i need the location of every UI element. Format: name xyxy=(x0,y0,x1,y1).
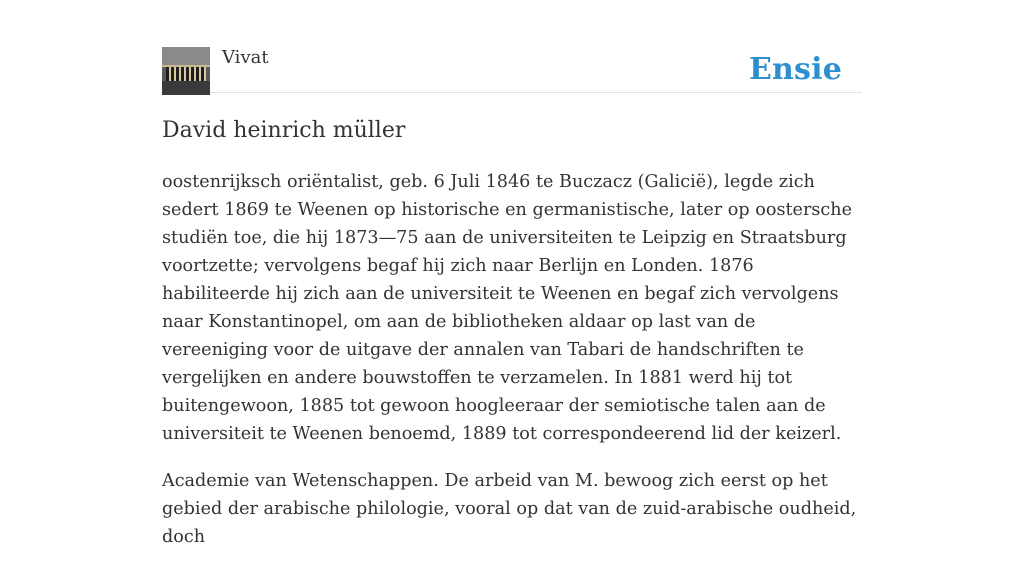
article-paragraph: Academie van Wetenschappen. De arbeid van M. bewoog zich eerst op het gebied der arabische philologie, vooral op dat van de zuid-arabische oudheid, doch xyxy=(162,471,857,547)
author-avatar[interactable] xyxy=(162,47,210,95)
site-logo[interactable]: Ensie xyxy=(748,52,842,87)
page-header xyxy=(162,0,862,93)
article-body xyxy=(162,168,862,570)
article-paragraph: oostenrijksch oriëntalist, geb. 6 Juli 1846 te Buczacz (Galicië), legde zich sedert 1869 te Weenen op historische en germanistische, later op oostersche studiën toe, die hij 1873—75 aan de universiteiten te Leipzig en Straatsburg voortzette; vervolgens begaf hij zich naar Berlijn en Londen. 1876 habiliteerde hij zich aan de universiteit te Weenen en begaf zich vervolgens naar Konstantinopel, om aan de bibliotheken aldaar op last van de vereeniging voor de uitgave der annalen van Tabari de handschriften te vergelijken en andere bouwstoffen te verzamelen. In 1881 werd hij tot buitengewoon, 1885 tot gewoon hoogleeraar der semiotische talen aan de universiteit te Weenen benoemd, 1889 tot correspondeerend lid der keizerl. xyxy=(162,172,852,444)
article-title: David heinrich müller xyxy=(162,118,406,143)
author-name[interactable]: Vivat xyxy=(222,47,269,68)
avatar-image xyxy=(162,47,210,95)
page-container xyxy=(162,0,862,547)
